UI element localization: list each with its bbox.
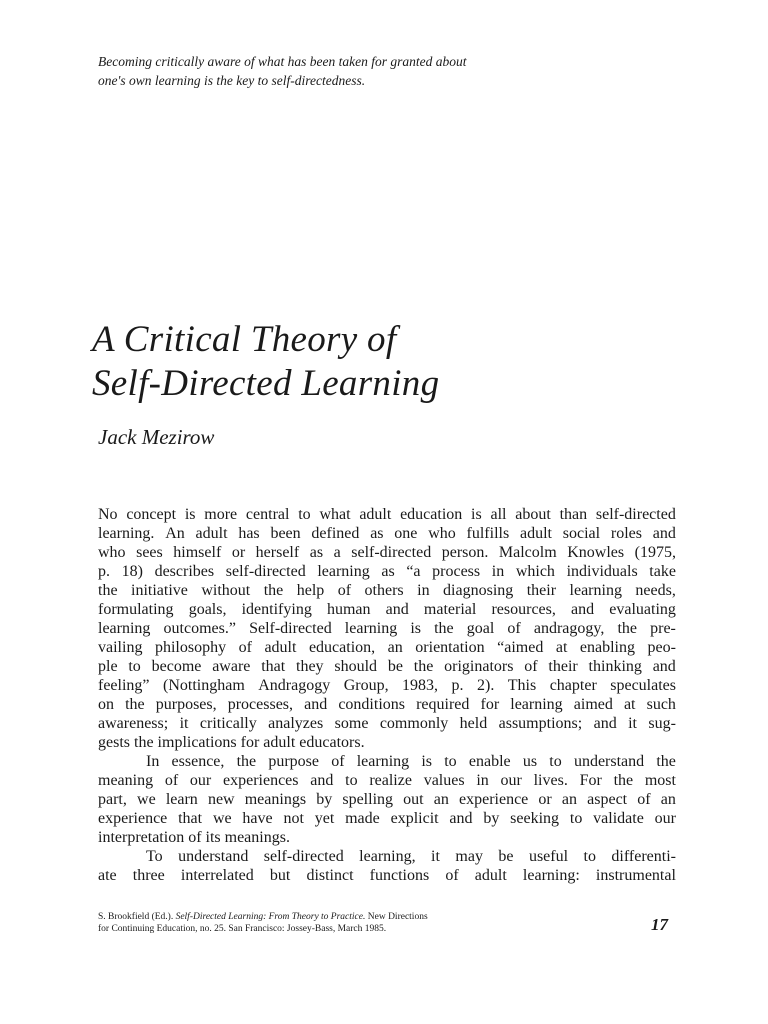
chapter-title xyxy=(92,318,439,406)
epigraph-line-1: Becoming critically aware of what has been taken for granted about xyxy=(98,54,467,69)
citation-series: New Directions xyxy=(367,912,428,922)
citation xyxy=(98,911,678,935)
body-line: p. 18) describes self-directed learning as “a process in which individuals take xyxy=(98,563,676,580)
body-text xyxy=(98,505,676,885)
body-line: vailing philosophy of adult education, an orientation “aimed at enabling peo- xyxy=(98,639,676,656)
citation-title: Self-Directed Learning: From Theory to Practice. xyxy=(175,912,366,922)
citation-prefix: S. Brookfield (Ed.). xyxy=(98,912,174,922)
body-line: ate three interrelated but distinct functions of adult learning: instrumental xyxy=(98,867,676,884)
body-line: awareness; it critically analyzes some commonly held assumptions; and it sug- xyxy=(98,715,676,732)
body-line: who sees himself or herself as a self-directed person. Malcolm Knowles (1975, xyxy=(98,544,676,561)
epigraph-line-2: one's own learning is the key to self-directedness. xyxy=(98,73,366,88)
epigraph xyxy=(98,52,558,90)
body-line: part, we learn new meanings by spelling out an experience or an aspect of an xyxy=(98,791,676,808)
body-line: To understand self-directed learning, it may be useful to differenti- xyxy=(146,848,676,865)
body-line: formulating goals, identifying human and material resources, and evaluating xyxy=(98,601,676,618)
body-line: interpretation of its meanings. xyxy=(98,829,290,846)
footer xyxy=(98,911,678,935)
body-line: learning. An adult has been defined as one who fulfills adult social roles and xyxy=(98,525,676,542)
body-line: ple to become aware that they should be the originators of their thinking and xyxy=(98,658,676,675)
body-line: meaning of our experiences and to realize values in our lives. For the most xyxy=(98,772,676,789)
author-name: Jack Mezirow xyxy=(98,425,215,449)
page-number: 17 xyxy=(651,915,668,934)
body-line: on the purposes, processes, and conditions required for learning aimed at such xyxy=(98,696,676,713)
body-line: learning outcomes.” Self-directed learning is the goal of andragogy, the pre- xyxy=(98,620,676,637)
body-line: No concept is more central to what adult education is all about than self-directed xyxy=(98,506,676,523)
body-line: the initiative without the help of others in diagnosing their learning needs, xyxy=(98,582,676,599)
chapter-title-line-1: A Critical Theory of xyxy=(92,319,397,360)
citation-line-2: for Continuing Education, no. 25. San Francisco: Jossey-Bass, March 1985. xyxy=(98,924,387,934)
body-line: experience that we have not yet made explicit and by seeking to validate our xyxy=(98,810,676,827)
body-line: gests the implications for adult educators. xyxy=(98,734,365,751)
chapter-title-line-2: Self-Directed Learning xyxy=(92,363,440,404)
body-line: In essence, the purpose of learning is to enable us to understand the xyxy=(146,753,676,770)
body-line: feeling” (Nottingham Andragogy Group, 1983, p. 2). This chapter speculates xyxy=(98,677,676,694)
